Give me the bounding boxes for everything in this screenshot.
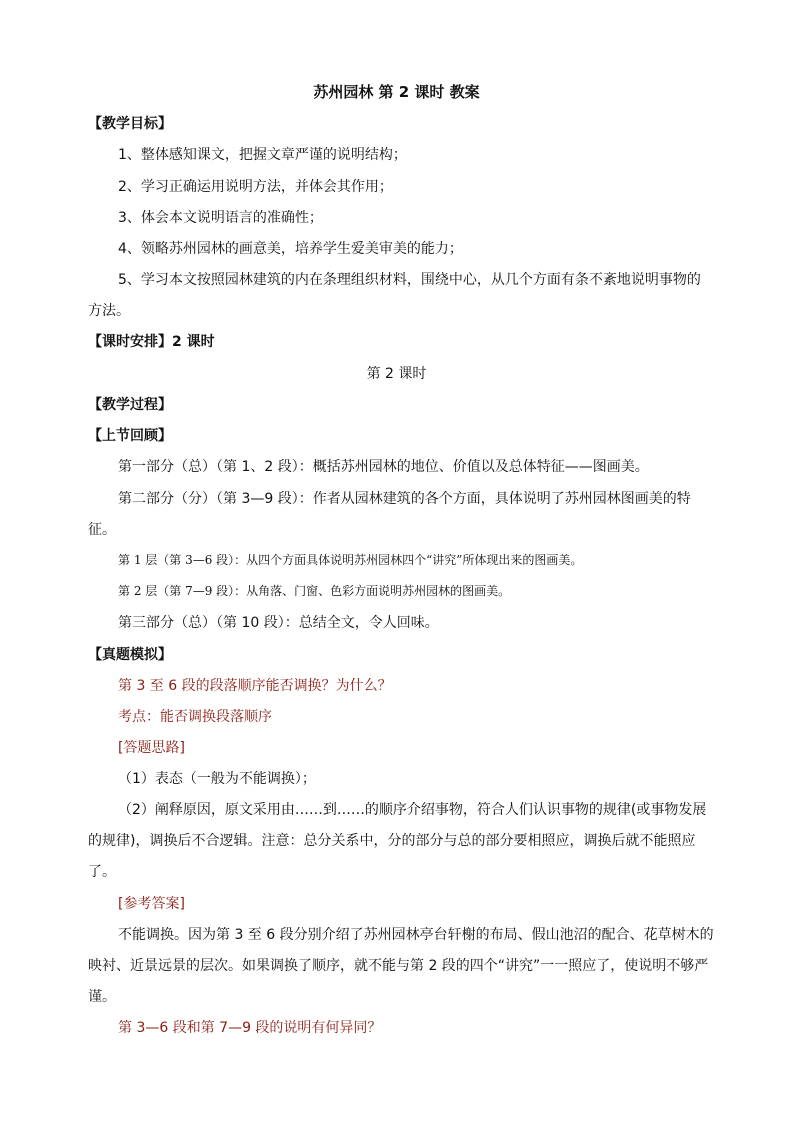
approach-step-2-continued: 的规律)，调换后不合逻辑。注意：总分关系中，分的部分与总的部分要相照应，调换后就不能照应 [88,833,696,849]
approach-step-1: （1）表态（一般为不能调换）； [118,771,316,787]
goal-item: 4、领略苏州园林的画意美，培养学生爱美审美的能力； [118,241,463,257]
exam-heading: 【真题模拟】 [88,647,172,663]
exam-question-1: 第 3 至 6 段的段落顺序能否调换？为什么？ [118,678,392,694]
answer-text-continued: 映衬、近景远景的层次。如果调换了顺序，就不能与第 2 段的四个“讲究”一一照应了，使说明不够严 [88,958,709,974]
exam-point: 考点：能否调换段落顺序 [118,709,272,725]
review-part-2-continued: 征。 [88,522,116,538]
answer-text-end: 谨。 [88,989,116,1005]
goal-item: 2、学习正确运用说明方法，并体会其作用； [118,179,393,195]
document-title: 苏州园林 第 2 课时 教案 [313,83,480,101]
lesson-label: 第 2 课时 [366,366,427,382]
review-layer-1: 第 1 层（第 3—6 段）：从四个方面具体说明苏州园林四个“讲究”所体现出来的图画美。 [118,553,583,567]
schedule-heading: 【课时安排】2 课时 [88,334,215,350]
review-layer-2: 第 2 层（第 7—9 段）：从角落、门窗、色彩方面说明苏州园林的图画美。 [118,584,511,598]
process-heading: 【教学过程】 [88,397,172,413]
goal-item: 3、体会本文说明语言的准确性； [118,210,323,226]
exam-question-2: 第 3—6 段和第 7—9 段的说明有何异同？ [118,1020,382,1036]
review-part-2: 第二部分（分）（第 3—9 段）：作者从园林建筑的各个方面，具体说明了苏州园林图画美的特 [118,491,691,507]
review-part-1: 第一部分（总）（第 1、2 段）：概括苏州园林的地位、价值以及总体特征——图画美。 [118,459,649,475]
review-heading: 【上节回顾】 [88,428,172,444]
review-part-3: 第三部分（总）（第 10 段）：总结全文，令人回味。 [118,615,439,631]
approach-label: [答题思路] [118,740,185,756]
goal-item: 5、学习本文按照园林建筑的内在条理组织材料，围绕中心，从几个方面有条不紊地说明事物的 [118,272,701,288]
goals-heading: 【教学目标】 [88,116,172,132]
goal-item-continued: 方法。 [88,303,130,319]
answer-text: 不能调换。因为第 3 至 6 段分别介绍了苏州园林亭台轩榭的布局、假山池沼的配合、花草树木的 [118,927,714,943]
answer-label: [参考答案] [118,896,185,912]
approach-step-2-end: 了。 [88,864,116,880]
approach-step-2: （2）阐释原因，原文采用由……到……的顺序介绍事物，符合人们认识事物的规律(或事物发展 [118,802,707,818]
goal-item: 1、整体感知课文，把握文章严谨的说明结构； [118,147,407,163]
